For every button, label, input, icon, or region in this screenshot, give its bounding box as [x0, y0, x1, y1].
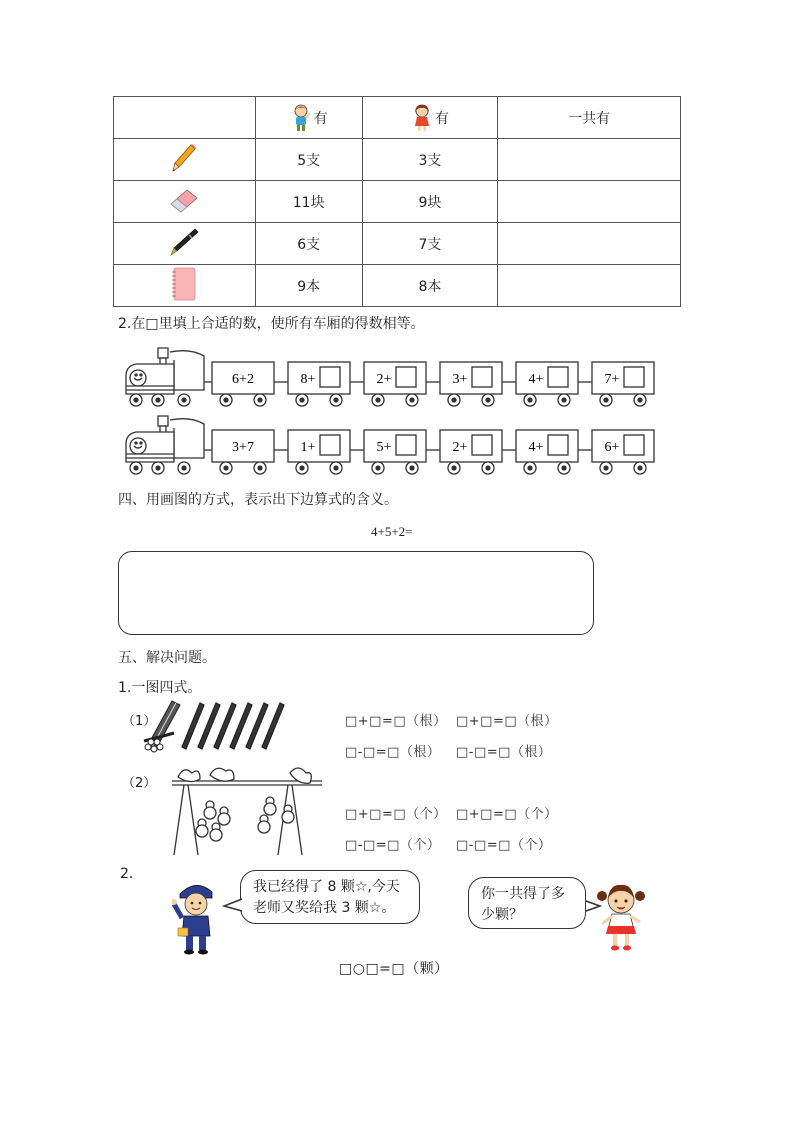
part1-label: （1） [122, 714, 157, 729]
locomotive-icon [126, 348, 212, 406]
equation-blank[interactable]: □+□=□（个） [345, 807, 447, 822]
train-car [516, 362, 592, 406]
q2-label: 2. [120, 866, 134, 882]
girl-count: 7支 [362, 223, 498, 265]
train-car [364, 362, 440, 406]
car-label: 2+ [452, 440, 468, 455]
table-row [114, 265, 681, 307]
car-label: 7+ [604, 372, 620, 387]
table-row [114, 139, 681, 181]
car-label: 4+ [528, 440, 544, 455]
girl-character-icon [596, 880, 646, 952]
answer-box[interactable] [548, 435, 568, 455]
boy-character-icon [172, 878, 222, 956]
supplies-table [113, 96, 681, 307]
girl-speech-bubble [468, 877, 586, 929]
header-girl-cell [362, 97, 498, 139]
car-label: 4+ [528, 372, 544, 387]
pencil-icon [171, 143, 197, 173]
boy-count: 5支 [255, 139, 362, 181]
answer-box[interactable] [624, 435, 644, 455]
section4-expression: 4+5+2= [371, 524, 413, 539]
car-label: 3+ [452, 372, 468, 387]
train-1 [124, 346, 664, 410]
car-label: 6+2 [232, 372, 254, 387]
header-girl-has: 有 [434, 110, 449, 127]
answer-box[interactable] [624, 367, 644, 387]
part2-label: （2） [122, 776, 157, 791]
car-label: 3+7 [232, 440, 254, 455]
train-car [516, 430, 592, 474]
item-cell [114, 139, 256, 181]
train-car [288, 362, 364, 406]
boy-count: 9本 [255, 265, 362, 307]
locomotive-icon [126, 416, 212, 474]
boy-speech-line2: 老师又奖给我 3 颗☆。 [253, 900, 396, 916]
total-answer-cell[interactable] [498, 265, 681, 307]
notebook-icon [171, 267, 197, 301]
boy-count: 6支 [255, 223, 362, 265]
answer-box[interactable] [472, 435, 492, 455]
section4-title: 四、用画图的方式，表示出下边算式的含义。 [118, 492, 398, 508]
equation-blank[interactable]: □-□=□（个） [345, 838, 441, 853]
answer-box[interactable] [396, 435, 416, 455]
equation-blank[interactable]: □-□=□（根） [345, 745, 441, 760]
item-cell [114, 265, 256, 307]
train-car [592, 430, 654, 474]
answer-box[interactable] [548, 367, 568, 387]
total-answer-cell[interactable] [498, 223, 681, 265]
equation-blank[interactable]: □+□=□（根） [456, 714, 558, 729]
car-label: 6+ [604, 440, 620, 455]
header-empty-cell [114, 97, 256, 139]
answer-box[interactable] [472, 367, 492, 387]
pen-icon [168, 227, 200, 257]
equation-blank[interactable]: □-□=□（根） [456, 745, 552, 760]
train-car [364, 430, 440, 474]
header-boy-cell [255, 97, 362, 139]
girl-count: 3支 [362, 139, 498, 181]
train-car [288, 430, 364, 474]
train-2 [124, 414, 664, 478]
train-car [440, 362, 516, 406]
boy-bubble-tail [222, 897, 244, 913]
section5-title: 五、解决问题。 [118, 650, 216, 666]
girl-speech-line1: 你一共得了多 [481, 886, 565, 902]
car-label: 2+ [376, 372, 392, 387]
header-boy-has: 有 [313, 110, 328, 127]
answer-box[interactable] [320, 435, 340, 455]
girl-count: 8本 [362, 265, 498, 307]
table-row [114, 223, 681, 265]
answer-box[interactable] [320, 367, 340, 387]
sticks-bundle-icon [142, 697, 286, 753]
answer-box[interactable] [396, 367, 416, 387]
girl-icon [411, 103, 433, 133]
train-car [440, 430, 516, 474]
item-cell [114, 223, 256, 265]
equation-blank[interactable]: □+□=□（根） [345, 714, 447, 729]
girl-speech-line2: 少颗？ [481, 907, 523, 923]
boy-count: 11块 [255, 181, 362, 223]
gourd-vine-icon [170, 765, 324, 857]
q1-title: 1.一图四式。 [118, 680, 202, 696]
equation-blank[interactable]: □-□=□（个） [456, 838, 552, 853]
table-header-row [114, 97, 681, 139]
car-label: 5+ [376, 440, 392, 455]
header-total: 一共有 [498, 97, 681, 139]
train-car [592, 362, 654, 406]
total-answer-cell[interactable] [498, 139, 681, 181]
item-cell [114, 181, 256, 223]
answer-equation[interactable]: □○□=□（颗） [339, 961, 449, 977]
car-label: 1+ [300, 440, 316, 455]
boy-icon [290, 103, 312, 133]
boy-speech-line1: 我已经得了 8 颗☆,今天 [253, 879, 400, 895]
equation-blank[interactable]: □+□=□（个） [456, 807, 558, 822]
drawing-area[interactable] [118, 551, 594, 635]
total-answer-cell[interactable] [498, 181, 681, 223]
q2-title: 2.在□里填上合适的数，使所有车厢的得数相等。 [118, 316, 425, 332]
boy-speech-bubble [240, 870, 420, 924]
eraser-icon [167, 186, 201, 214]
table-row [114, 181, 681, 223]
car-label: 8+ [300, 372, 316, 387]
girl-count: 9块 [362, 181, 498, 223]
